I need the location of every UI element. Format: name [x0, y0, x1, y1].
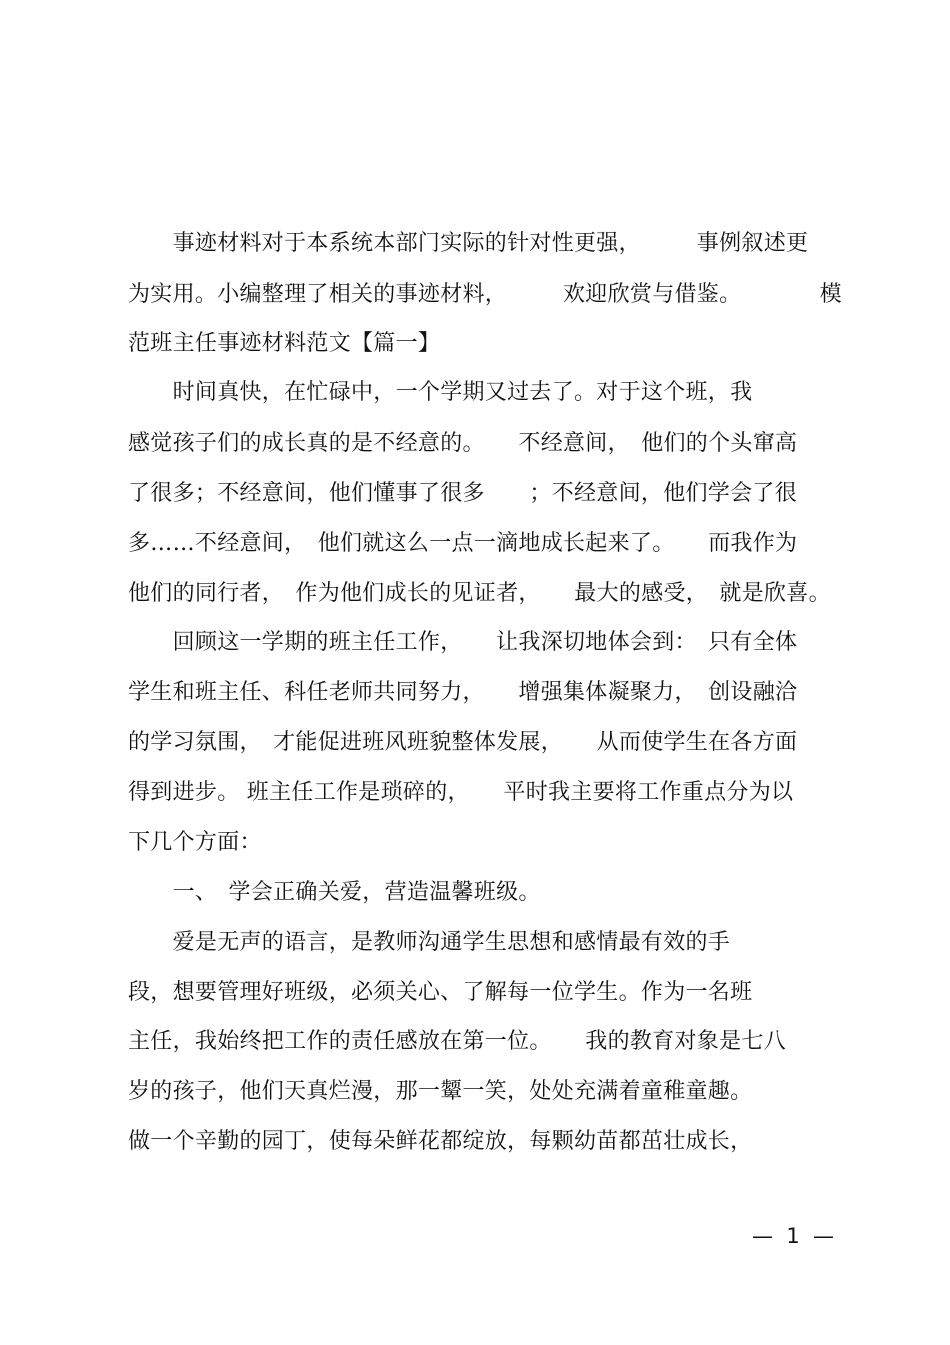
paragraph-line: 得到进步。 班主任工作是琐碎的， 平时我主要将工作重点分为以	[128, 780, 794, 805]
paragraph-line: 范班主任事迹材料范文【篇一】	[128, 331, 441, 356]
paragraph-line: 为实用。小编整理了相关的事迹材料， 欢迎欣赏与借鉴。 模	[128, 282, 842, 307]
paragraph-line: 学生和班主任、科任老师共同努力， 增强集体凝聚力， 创设融洽	[128, 680, 798, 705]
paragraph-line: 感觉孩子们的成长真的是不经意的。 不经意间， 他们的个头窜高	[128, 431, 798, 456]
paragraph-line: 了很多；不经意间，他们懂事了很多 ；不经意间，他们学会了很	[128, 481, 798, 506]
paragraph-line: 爱是无声的语言，是教师沟通学生思想和感情最有效的手	[128, 930, 731, 955]
paragraph-line: 回顾这一学期的班主任工作， 让我深切地体会到： 只有全体	[128, 630, 798, 655]
paragraph-line: 的学习氛围， 才能促进班风班貌整体发展， 从而使学生在各方面	[128, 730, 798, 755]
paragraph-line: 主任，我始终把工作的责任感放在第一位。 我的教育对象是七八	[128, 1029, 787, 1054]
paragraph-line: 他们的同行者， 作为他们成长的见证者， 最大的感受， 就是欣喜。	[128, 581, 831, 606]
paragraph-line: 下几个方面：	[128, 830, 262, 855]
page-number: — 1 —	[752, 1224, 835, 1248]
section-heading: 一、 学会正确关爱，营造温馨班级。	[128, 880, 541, 905]
paragraph-line: 事迹材料对于本系统本部门实际的针对性更强， 事例叙述更	[128, 231, 809, 256]
paragraph-line: 多……不经意间， 他们就这么一点一滴地成长起来了。 而我作为	[128, 531, 798, 556]
paragraph-line: 岁的孩子，他们天真烂漫，那一颦一笑，处处充满着童稚童趣。	[128, 1079, 753, 1104]
paragraph-line: 做一个辛勤的园丁，使每朵鲜花都绽放，每颗幼苗都茁壮成长，	[128, 1129, 753, 1154]
paragraph-line: 时间真快，在忙碌中，一个学期又过去了。对于这个班，我	[128, 380, 753, 405]
paragraph-line: 段，想要管理好班级，必须关心、了解每一位学生。作为一名班	[128, 980, 753, 1005]
